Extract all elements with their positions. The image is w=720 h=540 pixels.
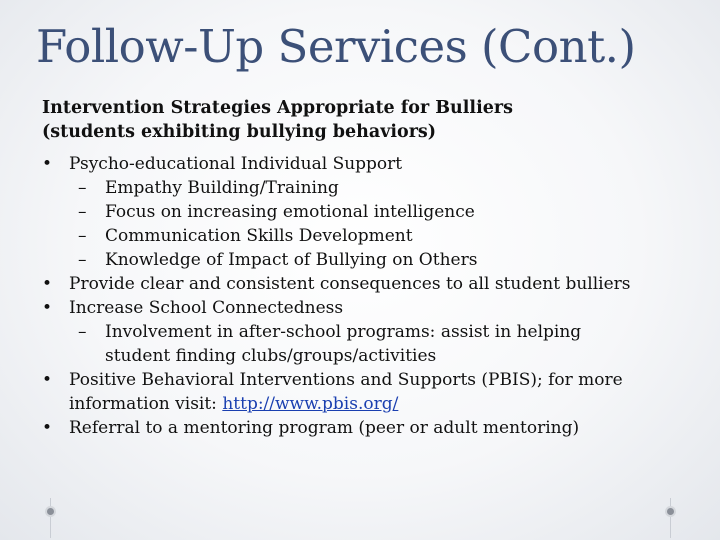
subtitle-line-2: (students exhibiting bullying behaviors) [42, 122, 437, 142]
bullet-text: Increase School Connectedness [69, 298, 344, 318]
subtitle-line-1: Intervention Strategies Appropriate for Bulliers [42, 98, 513, 118]
bullet-text: Psycho-educational Individual Support [69, 154, 403, 174]
bullet-item [42, 368, 702, 392]
bullet-item [42, 416, 702, 440]
bullet-marker: • [42, 274, 53, 294]
slide-subtitle [42, 96, 662, 144]
right-corner-dot [667, 508, 674, 515]
right-guide-line [670, 498, 671, 538]
left-guide-line [50, 498, 51, 538]
left-corner-dot [47, 508, 54, 515]
sub-bullet-item [42, 176, 702, 200]
bullet-text: information visit: [69, 394, 223, 414]
sub-bullet-continuation [42, 344, 702, 368]
slide-title: Follow-Up Services (Cont.) [36, 20, 636, 73]
sub-bullet-item [42, 200, 702, 224]
dash-marker: – [78, 250, 87, 270]
bullet-marker: • [42, 154, 53, 174]
bullet-continuation [42, 392, 702, 416]
sub-bullet-text: Knowledge of Impact of Bullying on Others [105, 250, 478, 270]
sub-bullet-item [42, 224, 702, 248]
bullet-item [42, 152, 702, 176]
bullet-marker: • [42, 298, 53, 318]
sub-bullet-text: Empathy Building/Training [105, 178, 339, 198]
sub-bullet-item [42, 320, 702, 344]
dash-marker: – [78, 226, 87, 246]
bullet-text: Referral to a mentoring program (peer or adult mentoring) [69, 418, 580, 438]
bullet-item [42, 272, 702, 296]
sub-bullet-text: student finding clubs/groups/activities [105, 346, 437, 366]
bullet-list [42, 152, 702, 440]
bullet-item [42, 296, 702, 320]
bullet-text: Provide clear and consistent consequences to all student bulliers [69, 274, 631, 294]
bullet-text: Positive Behavioral Interventions and Supports (PBIS); for more [69, 370, 623, 390]
sub-bullet-text: Focus on increasing emotional intelligence [105, 202, 475, 222]
sub-bullet-text: Communication Skills Development [105, 226, 413, 246]
dash-marker: – [78, 178, 87, 198]
sub-bullet-text: Involvement in after-school programs: assist in helping [105, 322, 582, 342]
pbis-link[interactable]: http://www.pbis.org/ [222, 394, 399, 414]
bullet-marker: • [42, 370, 53, 390]
dash-marker: – [78, 202, 87, 222]
bullet-marker: • [42, 418, 53, 438]
dash-marker: – [78, 322, 87, 342]
sub-bullet-item [42, 248, 702, 272]
